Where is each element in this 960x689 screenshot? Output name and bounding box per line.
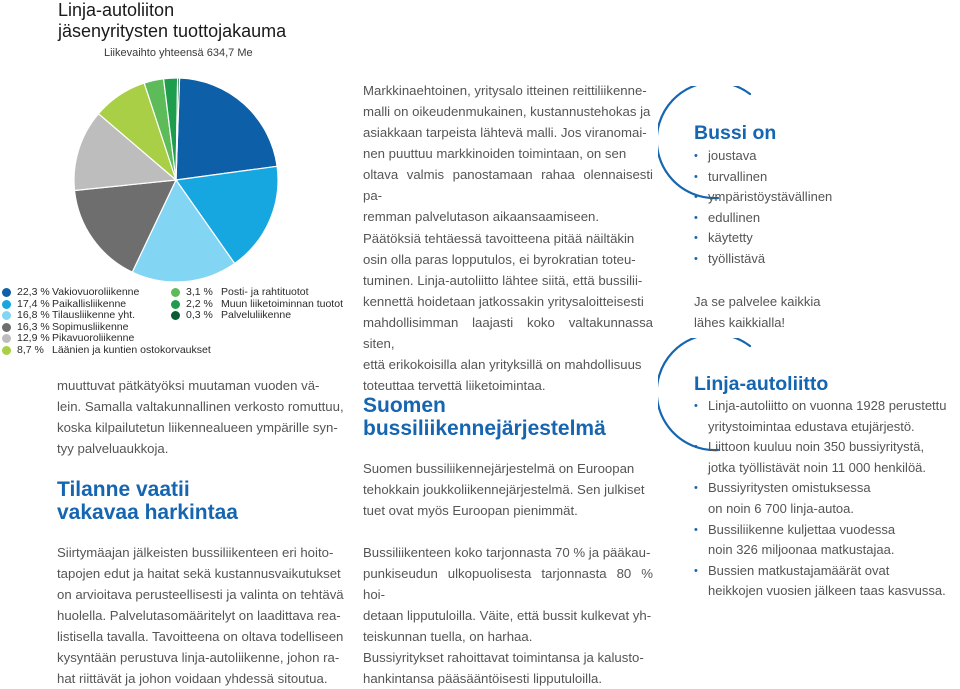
col2-paragraph-5 xyxy=(363,647,653,689)
heading-bussi-on: Bussi on xyxy=(694,122,777,144)
text-line: • Liittoon kuuluu noin 350 bussiyritystä, xyxy=(708,439,925,455)
legend-percent: 8,7 % xyxy=(17,343,44,356)
text-line: Siirtymäajan jälkeisten bussiliikenteen eri hoito- xyxy=(57,545,334,560)
text-line: Markkinaehtoinen, yritysalo itteinen reittiliikenne- xyxy=(363,83,647,98)
list-item: • ympäristöystävällinen xyxy=(694,187,934,208)
text-line: listisella tavalla. Tavoitteena on oltava todelliseen xyxy=(57,629,344,644)
revenue-pie-chart xyxy=(66,70,286,290)
legend-percent: 17,4 % xyxy=(17,297,50,310)
legend-item xyxy=(171,310,361,322)
text-line: • Linja-autoliitto on vuonna 1928 perustettu xyxy=(708,398,947,413)
legend-swatch xyxy=(2,311,11,320)
text-line: toteuttaa tervettä liiketoimintaa. xyxy=(363,378,546,393)
text-line: että erikokoisilla alan yrityksillä on mahdollisuus xyxy=(363,357,642,372)
text-line: • Bussiliikenne kuljettaa vuodessa xyxy=(708,521,896,537)
legend-percent: 22,3 % xyxy=(17,286,50,298)
legend-label: Palveluliikenne xyxy=(221,309,292,322)
legend-item xyxy=(171,287,361,299)
text-line: malli on oikeudenmukainen, kustannustehokas ja xyxy=(363,104,651,119)
legend-percent: 16,3 % xyxy=(17,320,50,333)
legend-percent: 2,2 % xyxy=(186,297,213,310)
legend-swatch xyxy=(171,288,180,297)
heading-line: bussiliikennejärjestelmä xyxy=(363,417,606,440)
legend-item xyxy=(2,287,182,299)
legend-label: Posti- ja rahtituotot xyxy=(221,286,309,298)
text-line: koska kilpailutetun liikennealueen ympärille syn- xyxy=(57,420,338,435)
col2-paragraph-3 xyxy=(363,458,653,521)
col2-paragraph-4 xyxy=(363,542,653,647)
linja-autoliitto-list xyxy=(694,396,956,602)
legend-label: Tilausliikenne yht. xyxy=(52,309,136,322)
text-line: noin 326 miljoonaa matkustajaa. xyxy=(708,542,895,558)
text-line: kysyntään perustuva linja-autoliikenne, johon ra- xyxy=(57,650,340,665)
legend-percent: 12,9 % xyxy=(17,332,50,345)
chart-title xyxy=(58,0,286,42)
legend-swatch xyxy=(171,311,180,320)
text-line: jotka työllistävät noin 11 000 henkilöä. xyxy=(708,459,927,475)
text-line: hankintansa pääsääntöisesti lipputuloilla. xyxy=(363,671,603,686)
text-line: teiskunnan tuella, on harhaa. xyxy=(363,629,533,644)
list-item xyxy=(694,437,956,478)
legend-label: Sopimusliikenne xyxy=(52,320,129,333)
heading-tilanne-vaatii xyxy=(57,478,238,524)
list-item xyxy=(694,396,956,437)
chart-title-line-2: jäsenyritysten tuottojakauma xyxy=(58,21,287,41)
chart-subtitle: Liikevaihto yhteensä 634,7 Me xyxy=(104,47,253,59)
text-line: osin olla paras lopputulos, ei byrokratian toteu- xyxy=(363,252,636,267)
col1-paragraph-1 xyxy=(57,375,348,459)
heading-line: vakavaa harkintaa xyxy=(57,501,238,524)
text-line: tuminen. Linja-autoliitto lähtee siitä, että bussilii- xyxy=(363,273,643,288)
legend-swatch xyxy=(171,300,180,309)
col2-paragraph-1 xyxy=(363,80,653,227)
text-line: Bussiliikenteen koko tarjonnasta 70 % ja pääkau- xyxy=(363,545,651,560)
legend-label: Pikavuoroliikenne xyxy=(52,332,135,345)
text-line: Ja se palvelee kaikkia xyxy=(694,294,821,309)
legend-swatch xyxy=(2,334,11,343)
text-line: mahdollisimman laajasti koko valtakunnassa siten, xyxy=(363,315,653,351)
text-line: tyy palveluaukkoja. xyxy=(57,441,169,456)
text-line: tuet ovat myös Euroopan pienimmät. xyxy=(363,503,578,518)
list-item: • käytetty xyxy=(694,228,934,249)
heading-line: Suomen xyxy=(363,394,446,417)
text-line: • Bussiyritysten omistuksessa xyxy=(708,480,871,496)
text-line: on arvioitava perusteellisesti ja valinta on tehtävä xyxy=(57,587,344,602)
text-line: punkiseudun ulkopuolisesta tarjonnasta 80 % hoi- xyxy=(363,566,653,602)
legend-percent: 0,3 % xyxy=(186,309,213,322)
bussi-on-list xyxy=(694,146,934,270)
heading-line: Tilanne vaatii xyxy=(57,478,190,501)
legend-swatch xyxy=(2,323,11,332)
col1-paragraph-2 xyxy=(57,542,348,689)
legend-swatch xyxy=(2,346,11,355)
legend-percent: 3,1 % xyxy=(186,286,213,298)
text-line: kennettä hoidetaan jatkossakin yritysaloitteisesti xyxy=(363,294,644,309)
chart-legend-right xyxy=(171,287,361,322)
text-line: remman palvelutason aikaansaamiseen. xyxy=(363,209,600,224)
text-line: huolella. Palvelutasomääritelyt on laadittava rea- xyxy=(57,608,341,623)
list-item xyxy=(694,561,956,602)
legend-swatch xyxy=(2,288,11,297)
legend-item xyxy=(2,343,211,357)
text-line: asiakkaan tarpeista lähtevä malli. Jos viranomai- xyxy=(363,125,647,140)
pie-slice-vakiovuoroliikenne xyxy=(176,78,277,180)
text-line: muuttuvat pätkätyöksi muutaman vuoden vä- xyxy=(57,378,320,393)
text-line: lähes kaikkialla! xyxy=(694,314,786,330)
text-line: hat riittävät ja johon voidaan yhdessä sitoutua. xyxy=(57,671,328,686)
heading-suomen-bussiliikennejarjestelma xyxy=(363,394,606,440)
list-item: • joustava xyxy=(694,146,934,167)
text-line: yritystoimintaa edustava etujärjestö. xyxy=(708,418,915,434)
text-line: nen puuttuu markkinoiden toimintaan, on sen xyxy=(363,146,627,161)
chart-title-line-1: Linja-autoliiton xyxy=(58,0,175,20)
legend-label: Paikallisliikenne xyxy=(52,297,127,310)
text-line: detaan lipputuloilla. Väite, että bussit kulkevat yh- xyxy=(363,608,652,623)
text-line: tapojen edut ja haitat sekä kustannusvaikutukset xyxy=(57,566,341,581)
list-item xyxy=(694,478,956,519)
list-item: • edullinen xyxy=(694,208,934,229)
text-line: • Bussien matkustajamäärät ovat xyxy=(708,562,890,578)
list-item: • työllistävä xyxy=(694,249,934,270)
text-line: Päätöksiä tehtäessä tavoitteena pitää näiltäkin xyxy=(363,231,635,246)
legend-swatch xyxy=(2,300,11,309)
text-line: heikkojen vuosien jälkeen taas kasvussa. xyxy=(708,583,946,599)
legend-percent: 16,8 % xyxy=(17,309,50,322)
legend-label: Muun liiketoiminnan tuotot xyxy=(221,297,343,310)
heading-linja-autoliitto: Linja-autoliitto xyxy=(694,373,829,395)
text-line: oltava valmis panostamaan rahaa olennaisesti pa- xyxy=(363,167,653,203)
list-item: • turvallinen xyxy=(694,167,934,188)
legend-label: Vakiovuoroliikenne xyxy=(52,286,140,298)
col2-paragraph-2 xyxy=(363,228,653,396)
text-line: Suomen bussiliikennejärjestelmä on Euroopan xyxy=(363,461,635,476)
text-line: Bussiyritykset rahoittavat toimintansa ja kalusto- xyxy=(363,650,644,665)
legend-label: Läänien ja kuntien ostokorvaukset xyxy=(52,343,211,356)
text-line: on noin 6 700 linja-autoa. xyxy=(708,500,855,516)
text-line: lein. Samalla valtakunnallinen verkosto romuttuu, xyxy=(57,399,344,414)
text-line: tehokkain joukkoliikennejärjestelmä. Sen julkiset xyxy=(363,482,645,497)
palvelee-note xyxy=(694,292,820,333)
list-item xyxy=(694,520,956,561)
